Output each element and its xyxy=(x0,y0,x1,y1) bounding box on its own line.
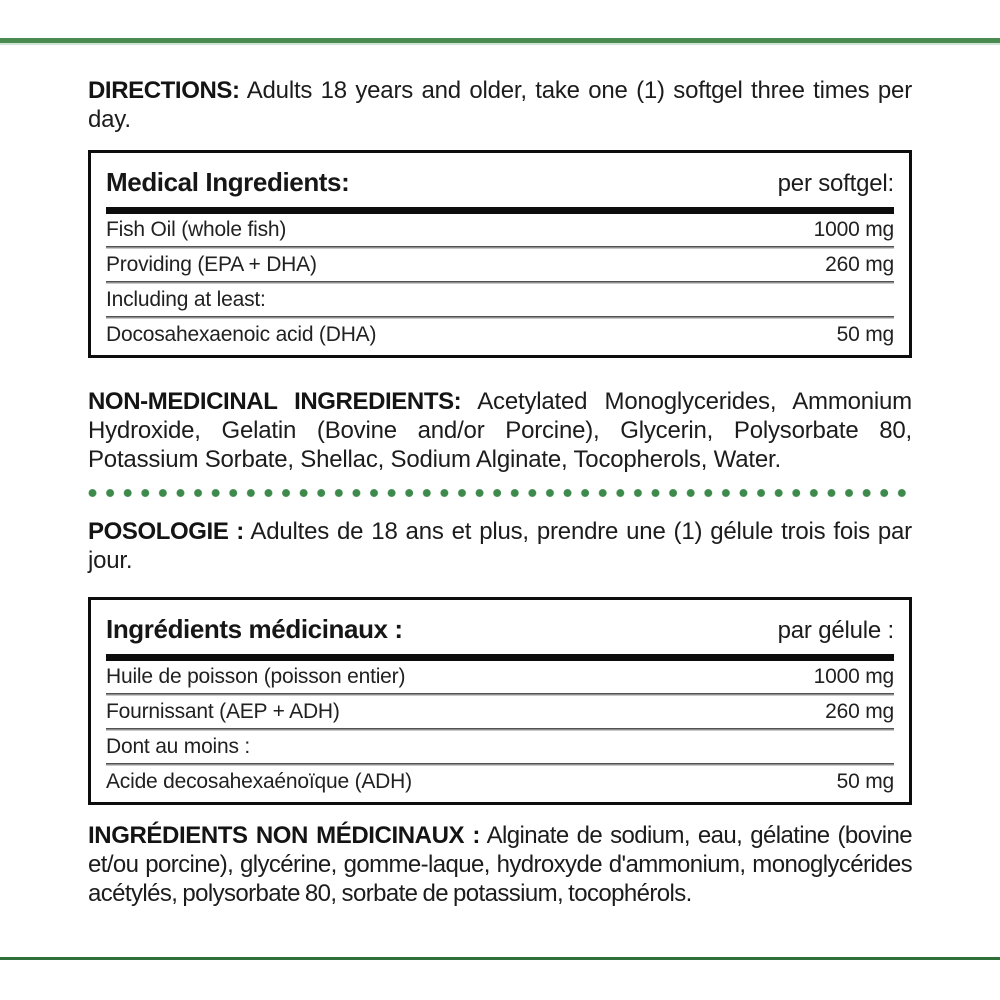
row-value: 260 mg xyxy=(825,253,894,276)
table-en-unit: per softgel: xyxy=(777,170,894,197)
table-row xyxy=(106,661,894,693)
row-label: Dont au moins : xyxy=(106,735,251,758)
table-row xyxy=(106,731,894,763)
non-medicinal-fr-text: Alginate de sodium, eau, gélatine (bovine et/ou porcine), glycérine, gomme-laque, hydroxyde d'ammonium, monoglycérides acétylés, polysorbate 80, sorbate de potassium, tocophérols. xyxy=(88,822,912,907)
table-row xyxy=(106,696,894,728)
table-fr-title: Ingrédients médicinaux : xyxy=(106,614,403,644)
table-row xyxy=(106,284,894,316)
medical-ingredients-table-en xyxy=(88,150,912,358)
table-en-thick-rule xyxy=(106,207,894,214)
row-label: Including at least: xyxy=(106,288,266,311)
non-medicinal-fr-paragraph xyxy=(88,821,912,908)
directions-fr-paragraph xyxy=(88,517,912,575)
bottom-green-divider-bar xyxy=(0,957,1000,960)
non-medicinal-en-paragraph xyxy=(88,387,912,474)
row-value: 260 mg xyxy=(825,700,894,723)
table-row xyxy=(106,214,894,246)
table-row xyxy=(106,319,894,351)
non-medicinal-en-label: NON-MEDICINAL INGREDIENTS: xyxy=(88,388,462,415)
table-fr-header xyxy=(106,614,894,654)
table-fr-thick-rule xyxy=(106,654,894,661)
row-value: 1000 mg xyxy=(813,665,894,688)
row-value: 50 mg xyxy=(836,770,894,793)
label-content xyxy=(88,0,912,1000)
directions-en-label: DIRECTIONS: xyxy=(88,77,240,104)
table-row xyxy=(106,766,894,798)
row-value: 1000 mg xyxy=(813,218,894,241)
row-label: Providing (EPA + DHA) xyxy=(106,253,317,276)
green-dotted-divider xyxy=(88,488,912,498)
row-label: Huile de poisson (poisson entier) xyxy=(106,665,406,688)
non-medicinal-fr-label: INGRÉDIENTS NON MÉDICINAUX : xyxy=(88,822,480,849)
row-value: 50 mg xyxy=(836,323,894,346)
table-en-header xyxy=(106,167,894,207)
medical-ingredients-table-fr xyxy=(88,597,912,805)
row-label: Fish Oil (whole fish) xyxy=(106,218,287,241)
row-label: Docosahexaenoic acid (DHA) xyxy=(106,323,377,346)
directions-en-text: Adults 18 years and older, take one (1) softgel three times per day. xyxy=(88,77,912,133)
directions-fr-text: Adultes de 18 ans et plus, prendre une (1) gélule trois fois par jour. xyxy=(88,518,912,574)
table-en-title: Medical Ingredients: xyxy=(106,167,350,197)
table-fr-unit: par gélule : xyxy=(777,617,894,644)
directions-en-paragraph xyxy=(88,76,912,134)
table-row xyxy=(106,249,894,281)
directions-fr-label: POSOLOGIE : xyxy=(88,518,244,545)
non-medicinal-en-text: Acetylated Monoglycerides, Ammonium Hydroxide, Gelatin (Bovine and/or Porcine), Glycerin, Polysorbate 80, Potassium Sorbate, Shellac, Sodium Alginate, Tocopherols, Water. xyxy=(88,388,912,473)
row-label: Fournissant (AEP + ADH) xyxy=(106,700,340,723)
row-label: Acide decosahexaénoïque (ADH) xyxy=(106,770,412,793)
